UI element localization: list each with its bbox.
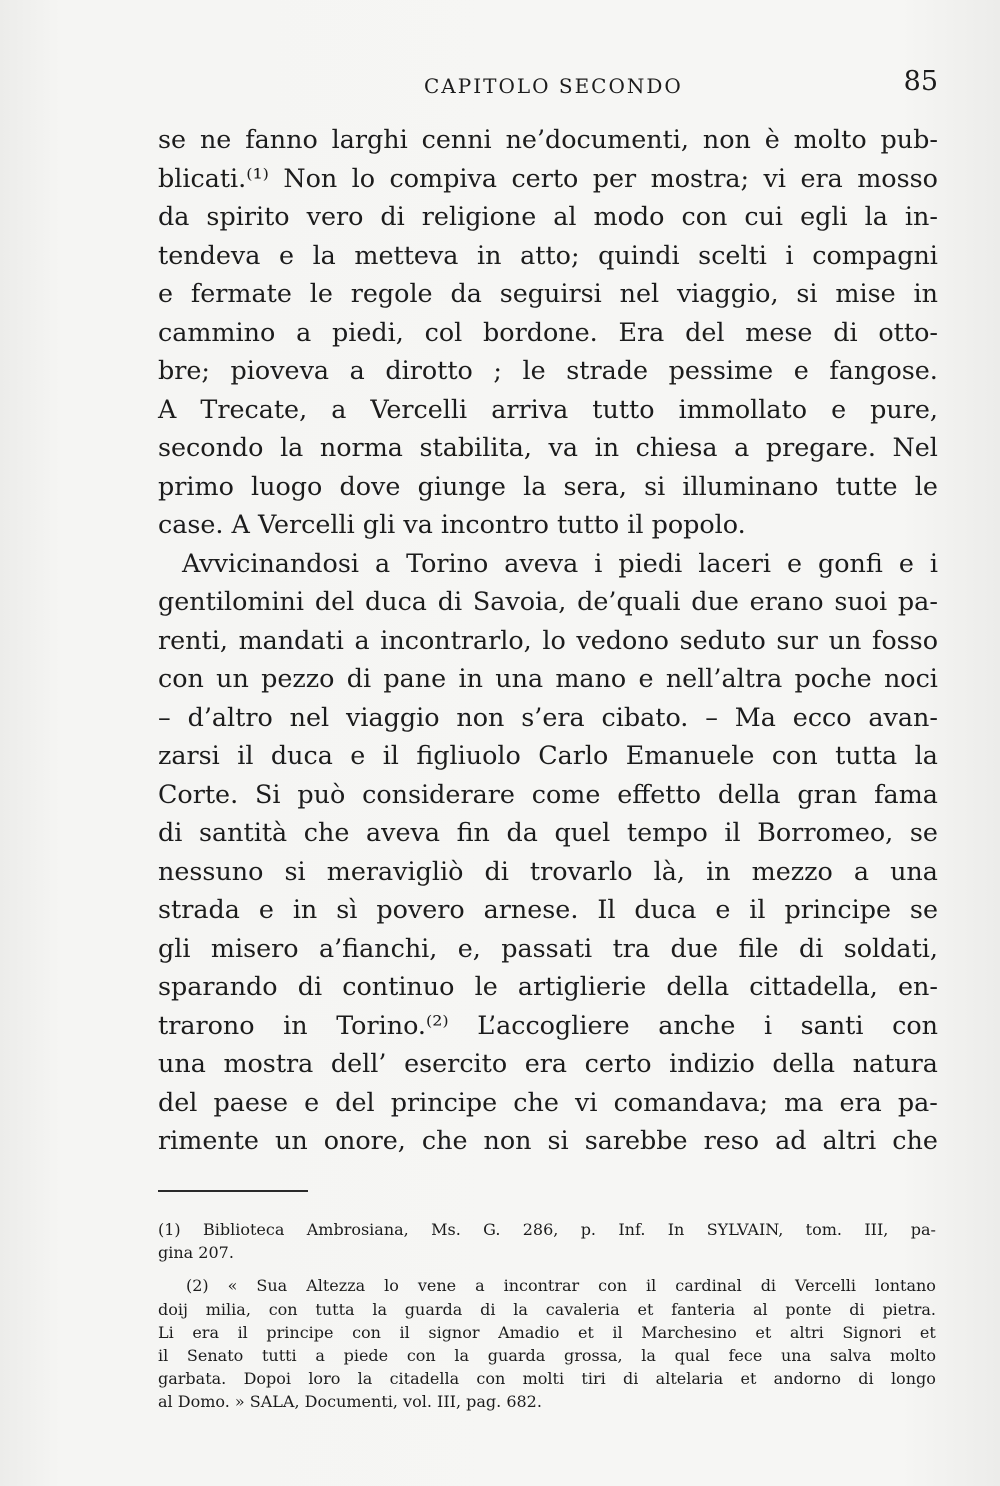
footnote-divider <box>158 1190 308 1192</box>
page-header <box>158 66 938 106</box>
body-text <box>158 120 938 1160</box>
text-line: se ne fanno larghi cenni ne’documenti, non è molto pub- <box>158 124 938 154</box>
footnote-2-line: Li era il principe con il signor Amadio et il Marchesino et altri Signori et <box>158 1322 936 1342</box>
text-line: – d’altro nel viaggio non s’era cibato. – Ma ecco avan- <box>158 701 938 732</box>
text-line: gli misero a’fianchi, e, passati tra due file di soldati, <box>158 932 938 963</box>
footnote-2-line: doij milia, con tutta la guarda di la cavaleria et fanteria al ponte di pietra. <box>158 1299 936 1319</box>
footnotes <box>158 1218 936 1414</box>
text-line: rimente un onore, che non si sarebbe reso ad altri che <box>158 1125 938 1155</box>
footnote-2-line: il Senato tutti a piede con la guarda grossa, la qual fece una salva molto <box>158 1345 936 1365</box>
text-line: zarsi il duca e il figliuolo Carlo Emanuele con tutta la <box>158 740 938 770</box>
text-line: strada e in sì povero arnese. Il duca e il principe se <box>158 894 938 924</box>
text-line: Corte. Si può considerare come effetto della gran fama <box>158 778 938 809</box>
footnote-2-line: garbata. Dopoi loro la citadella con molti tiri di altelaria et andorno di longo <box>158 1369 936 1389</box>
text-line: e fermate le regole da seguirsi nel viaggio, si mise in <box>158 278 938 308</box>
text-line: di santità che aveva fin da quel tempo il Borromeo, se <box>158 817 938 847</box>
page-number: 85 <box>903 66 938 97</box>
footnote-1-line: (1) Biblioteca Ambrosiana, Ms. G. 286, p. Inf. In SYLVAIN, tom. III, pa- <box>158 1220 936 1239</box>
text-line: del paese e del principe che vi comandava; ma era pa- <box>158 1086 938 1117</box>
footnote-2-line: al Domo. » SALA, Documenti, vol. III, pag. 682. <box>158 1392 542 1412</box>
text-line: secondo la norma stabilita, va in chiesa a pregare. Nel <box>158 432 938 462</box>
text-line: cammino a piedi, col bordone. Era del mese di otto- <box>158 316 938 347</box>
text-line: una mostra dell’ esercito era certo indizio della natura <box>158 1048 938 1078</box>
text-line: sparando di continuo le artiglierie della cittadella, en- <box>158 971 938 1001</box>
text-line: case. A Vercelli gli va incontro tutto il popolo. <box>158 509 746 539</box>
text-line: A Trecate, a Vercelli arriva tutto immollato e pure, <box>158 393 938 424</box>
text-line: Avvicinandosi a Torino aveva i piedi laceri e gonfi e i <box>182 547 938 578</box>
text-line: nessuno si meravigliò di trovarlo là, in mezzo a una <box>158 855 938 886</box>
text-line: gentilomini del duca di Savoia, de’quali due erano suoi pa- <box>158 586 938 616</box>
footnote-2-line: (2) « Sua Altezza lo vene a incontrar con il cardinal di Vercelli lontano <box>186 1276 936 1296</box>
text-line: bre; pioveva a dirotto ; le strade pessime e fangose. <box>158 355 938 385</box>
text-line: da spirito vero di religione al modo con cui egli la in- <box>158 201 938 231</box>
text-line: renti, mandati a incontrarlo, lo vedono seduto sur un fosso <box>158 624 938 655</box>
text-line: con un pezzo di pane in una mano e nell’altra poche noci <box>158 663 938 693</box>
running-title: CAPITOLO SECONDO <box>424 74 683 98</box>
text-line: tendeva e la metteva in atto; quindi scelti i compagni <box>158 239 938 270</box>
text-line: trarono in Torino.⁽²⁾ L’accogliere anche i santi con <box>158 1009 938 1040</box>
text-line: blicati.⁽¹⁾ Non lo compiva certo per mostra; vi era mosso <box>158 162 938 193</box>
text-line: primo luogo dove giunge la sera, si illuminano tutte le <box>158 470 938 501</box>
footnote-1-line: gina 207. <box>158 1243 234 1263</box>
